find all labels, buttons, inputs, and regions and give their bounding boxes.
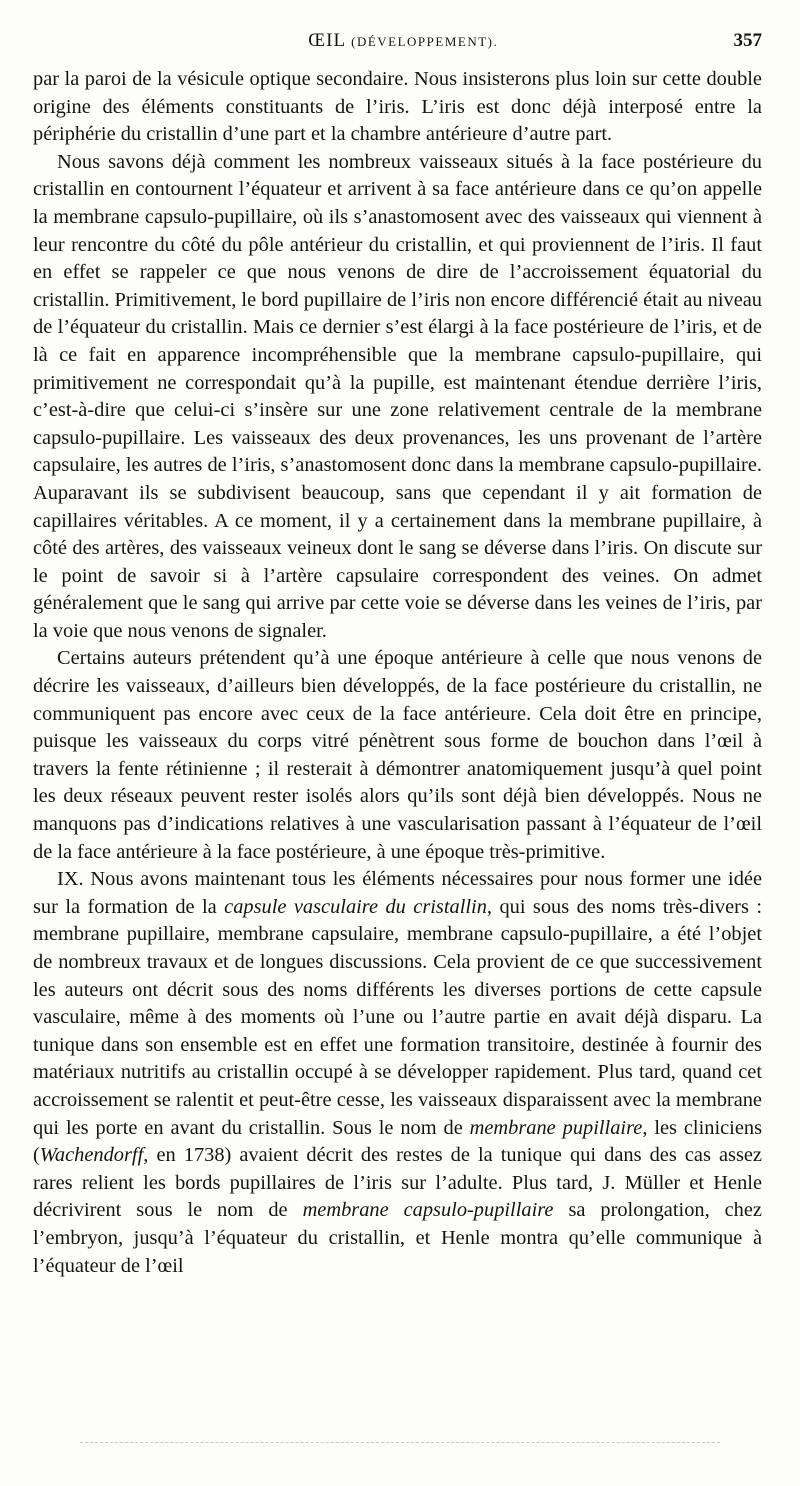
text-run: Certains auteurs prétendent qu’à une époque antérieure à celle que nous venons de décrire les vaisseaux, d’ailleurs bien développés, de la face postérieure du cristallin, ne communiquent pas encore avec ceux de la face antérieure. Cela doit être en principe, puisque les vaisseaux du corps vitré pénètrent sous forme de bouchon dans l’œil à travers la fente rétinienne ; il resterait à démontrer anatomiquement jusqu’à quel point les deux réseaux peuvent rester isolés alors qu’ils sont déjà bien développés. Nous ne manquons pas d’indications relatives à une vascularisation passant à l’équateur de l’œil de la face antérieure à la face postérieure, à une époque très-primitive.	[33, 647, 762, 863]
body-text	[33, 66, 762, 1280]
text-run: , qui sous des noms très-divers : membrane pupillaire, membrane capsulaire, membrane capsulo-pupillaire, a été l’objet de nombreux travaux et de longues discussions. Cela provient de ce que successivement les auteurs ont décrit sous des noms différents les diverses portions de cette capsule vasculaire, même à des moments où l’une ou l’autre partie en avait déjà disparu. La tunique dans son ensemble est en effet une formation transitoire, destinée à fournir des matériaux nutritifs au cristallin occupé à se développer rapidement. Plus tard, quand cet accroissement se ralentit et peut-être cesse, les vaisseaux disparaissent avec la membrane qui les porte en avant du cristallin. Sous le nom de	[33, 895, 762, 1139]
italic-term: capsule vasculaire du cristallin	[224, 895, 487, 918]
running-head	[33, 30, 762, 66]
paragraph	[33, 866, 762, 1280]
paragraph	[33, 149, 762, 646]
italic-term: membrane capsulo-pupillaire	[302, 1199, 554, 1222]
italic-term: Wachendorff	[39, 1144, 144, 1167]
italic-term: membrane pupillaire	[469, 1116, 643, 1139]
text-run: , les cliniciens (	[33, 1116, 763, 1167]
page-bottom-marks	[80, 1442, 720, 1443]
title-main: ŒIL	[308, 30, 346, 51]
text-run: Nous savons déjà comment les nombreux vaisseaux situés à la face postérieure du cristallin en contournent l’équateur et arrivent à sa face antérieure dans ce qu’on appelle la membrane capsulo-pupillaire, où ils s’anastomosent avec des vaisseaux qui viennent à leur rencontre du côté du pôle antérieur du cristallin, et qui proviennent de l’iris. Il faut en effet se rappeler ce que nous venons de dire de l’accroissement équatorial du cristallin. Primitivement, le bord pupillaire de l’iris non encore différencié était au niveau de l’équateur du cristallin. Mais ce dernier s’est élargi à la face postérieure de l’iris, et de là ce fait en apparence incompréhensible que la membrane capsulo-pupillaire, qui primitivement ne correspondait qu’à la pupille, est maintenant étendue derrière l’iris, c’est-à-dire que celui-ci s’insère sur une zone relativement centrale de la membrane capsulo-pupillaire. Les vaisseaux des deux provenances, les uns provenant de l’artère capsulaire, les autres de l’iris, s’anastomosent donc dans la membrane capsulo-pupillaire. Auparavant ils se subdivisent beaucoup, sans que cependant il y ait formation de capillaires véritables. A ce moment, il y a certainement dans la membrane pupillaire, à côté des artères, des vaisseaux veineux dont le sang se déverse dans l’iris. On discute sur le point de savoir si à l’artère capsulaire correspondent des veines. On admet généralement que le sang qui arrive par cette voie se déverse dans les veines de l’iris, par la voie que nous venons de signaler.	[33, 150, 762, 642]
text-run: IX. Nous avons maintenant tous les éléments nécessaires pour nous former une idée sur la formation de la	[33, 868, 762, 918]
running-title	[308, 30, 498, 52]
page-number: 357	[733, 30, 762, 51]
text-run: par la paroi de la vésicule optique secondaire. Nous insisterons plus loin sur cette double origine des éléments constituants de l’iris. L’iris est donc déjà interposé entre la périphérie du cristallin d’une part et la chambre antérieure d’autre part.	[33, 68, 762, 146]
paragraph	[33, 645, 762, 866]
paragraph	[33, 66, 762, 149]
text-run: sa prolongation, chez l’embryon, jusqu’à l’équateur du cristallin, et Henle montra qu’elle communique à l’équateur de l’œil	[33, 1199, 762, 1277]
title-sub: (DÉVELOPPEMENT).	[351, 34, 499, 49]
text-run: , en 1738) avaient décrit des restes de la tunique qui dans des cas assez rares relient les bords pupillaires de l’iris sur l’adulte. Plus tard, J. Müller et Henle décrivirent sous le nom de	[33, 1144, 762, 1222]
